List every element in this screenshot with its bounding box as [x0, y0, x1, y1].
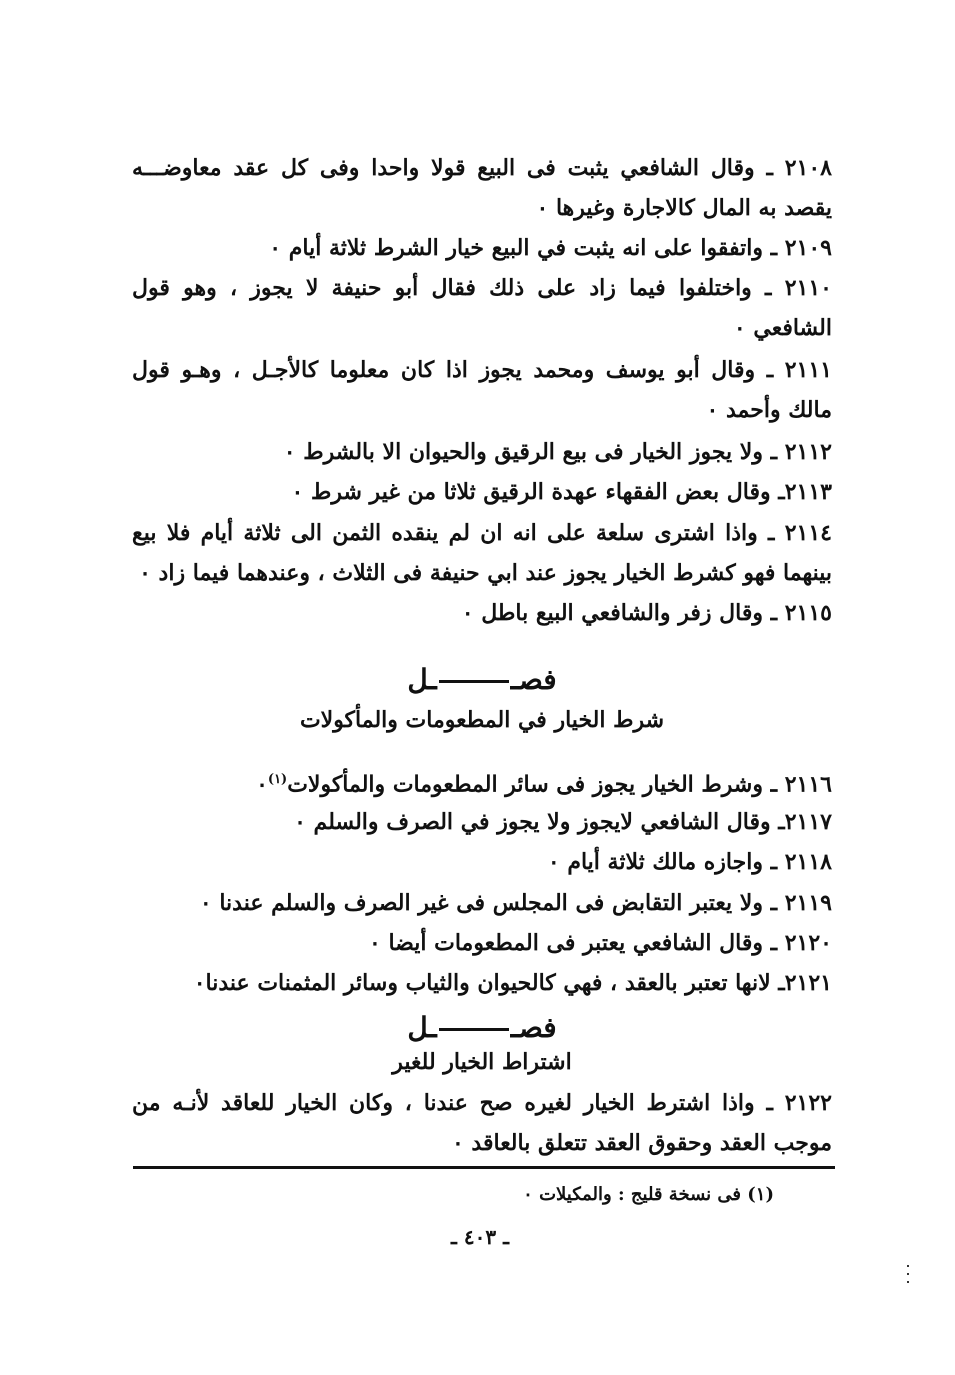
paragraph-2116-end: ٠ — [256, 771, 268, 798]
footnote: (١) فى نسخة قليج : والمكيلات ٠ — [523, 1184, 774, 1205]
paragraph-2118: ٢١١٨ ـ واجازه مالك ثلاثة أيام ٠ — [547, 849, 832, 875]
paragraph-2115: ٢١١٥ ـ وقال زفر والشافعي البيع باطل ٠ — [461, 600, 832, 626]
paragraph-2113: ٢١١٣ـ وقال بعض الفقهاء عهدة الرقيق ثلاثا من غير شرط ٠ — [291, 479, 832, 505]
fasl-word-start: فصـ — [510, 1011, 557, 1044]
fasl-word-start: فصـ — [510, 663, 557, 696]
fasl-word-end: ـل — [407, 663, 437, 696]
paragraph-2114: ٢١١٤ ـ واذا اشترى سلعة على انه ان لم ينقده الثمن الى ثلاثة أيام فلا بيع بينهما فهو كشرط الخيار يجوز عند ابي حنيفة فى الثلاث ، وعندهما فيما زاد ٠ — [132, 520, 832, 586]
paragraph-2108: ٢١٠٨ ـ وقال الشافعي يثبت فى البيع قولا واحدا وفى كل عقد معاوضـــه يقصد به المال كالاجارة وغيرها ٠ — [132, 155, 832, 221]
kashida-stroke — [439, 680, 509, 683]
paragraph-2119: ٢١١٩ ـ ولا يعتبر التقابض فى المجلس فى غير الصرف والسلم عندنا ٠ — [199, 890, 832, 916]
paragraph-2110: ٢١١٠ ـ واختلفوا فيما زاد على ذلك فقال أبو حنيفة لا يجوز ، وهو قول الشافعي ٠ — [132, 275, 832, 341]
section-heading-fasl-1 — [132, 662, 832, 698]
paragraph-2120: ٢١٢٠ ـ وقال الشافعي يعتبر فى المطعومات أيضا ٠ — [368, 930, 832, 956]
scan-specks — [905, 1265, 911, 1295]
kashida-stroke — [439, 1028, 509, 1031]
section-title-1: شرط الخيار في المطعومات والمأكولات — [299, 707, 665, 733]
paragraph-2112: ٢١١٢ ـ ولا يجوز الخيار فى بيع الرقيق والحيوان الا بالشرط ٠ — [283, 439, 832, 465]
fasl-word-end: ـل — [407, 1011, 437, 1044]
paragraph-2111: ٢١١١ ـ وقال أبو يوسف ومحمد يجوز اذا كان معلوما كالأجـل ، وهـو قول مالك وأحمد ٠ — [132, 357, 832, 423]
footnote-divider — [133, 1166, 835, 1169]
paragraph-2117: ٢١١٧ـ وقال الشافعي لايجوز ولا يجوز في الصرف والسلم ٠ — [294, 809, 832, 835]
paragraph-2109: ٢١٠٩ ـ واتفقوا على انه يثبت في البيع خيار الشرط ثلاثة أيام ٠ — [269, 235, 832, 261]
paragraph-2116 — [132, 760, 832, 804]
footnote-ref: (١) — [267, 772, 288, 787]
section-title-2: اشتراط الخيار للغير — [392, 1049, 572, 1075]
section-heading-fasl-2 — [132, 1010, 832, 1046]
paragraph-2122: ٢١٢٢ ـ واذا اشترط الخيار لغيره صح عندنا ، وكان الخيار للعاقد لأنـه من موجب العقد وحقوق العقد تتعلق بالعاقد ٠ — [132, 1090, 832, 1156]
page-number: ـ ٤٠٣ ـ — [451, 1225, 509, 1249]
paragraph-2121: ٢١٢١ـ لانها تعتبر بالعقد ، فهي كالحيوان والثياب وسائر المثمنات عندنا٠ — [193, 970, 832, 996]
paragraph-2116-text: ٢١١٦ ـ وشرط الخيار يجوز فى سائر المطعومات والمأكولات — [287, 771, 832, 798]
